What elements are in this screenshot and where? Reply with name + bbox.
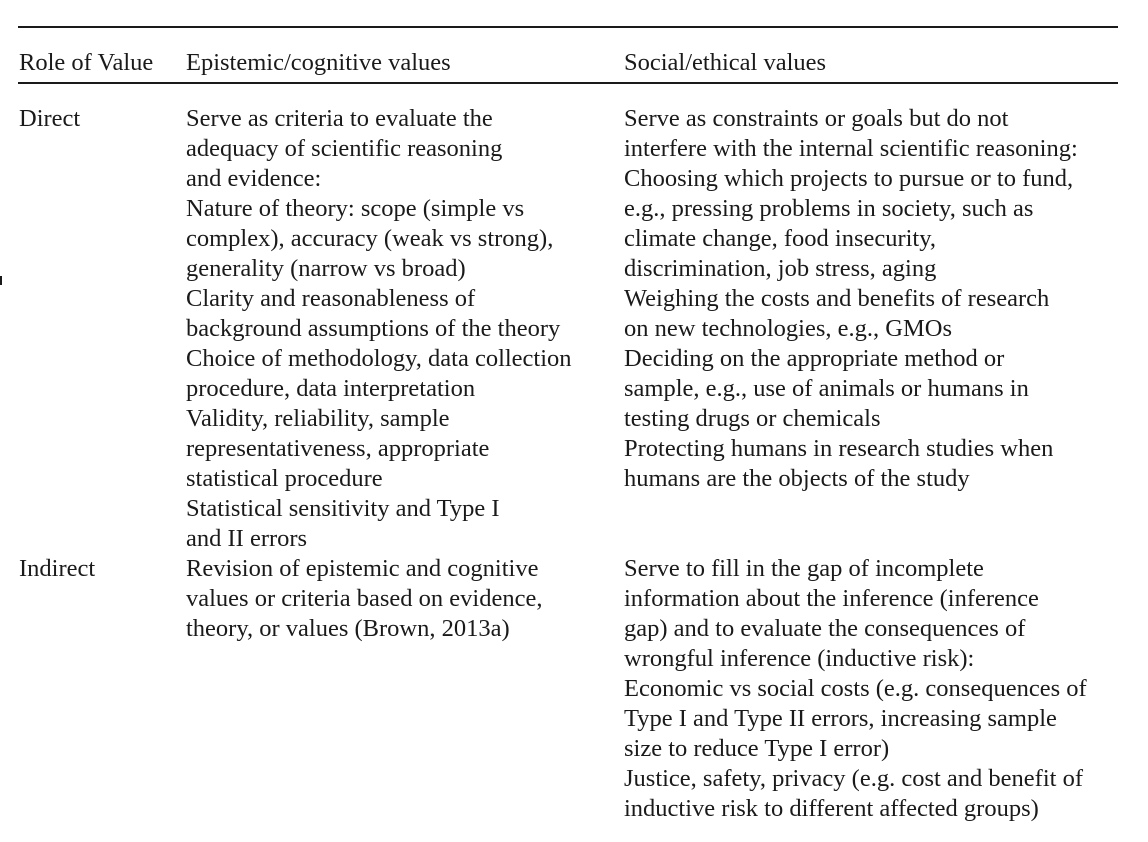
cell-line: generality (narrow vs broad)	[186, 255, 466, 282]
cell-line: interfere with the internal scientific reasoning:	[624, 135, 1078, 162]
cell-line: adequacy of scientific reasoning	[186, 135, 503, 162]
cell-line: Economic vs social costs (e.g. consequences of	[624, 675, 1087, 702]
cell-line: size to reduce Type I error)	[624, 735, 890, 762]
cell-line: and II errors	[186, 525, 308, 552]
cell-line: gap) and to evaluate the consequences of	[624, 615, 1026, 642]
header-epistemic-values: Epistemic/cognitive values	[186, 49, 451, 76]
cell-line: Choosing which projects to pursue or to fund,	[624, 165, 1074, 192]
cell-line: Type I and Type II errors, increasing sample	[624, 705, 1057, 732]
cell-line: representativeness, appropriate	[186, 435, 490, 462]
cell-line: Revision of epistemic and cognitive	[186, 555, 539, 582]
cell-line: Nature of theory: scope (simple vs	[186, 195, 525, 222]
cell-line: procedure, data interpretation	[186, 375, 476, 402]
row-direct-social-cell	[624, 104, 1078, 494]
row-direct-role: Direct	[19, 105, 81, 132]
cell-line: statistical procedure	[186, 465, 383, 492]
row-indirect-epistemic-cell	[186, 554, 542, 644]
cell-line: Choice of methodology, data collection	[186, 345, 572, 372]
cell-line: Serve as criteria to evaluate the	[186, 105, 493, 132]
row-indirect-role: Indirect	[19, 555, 96, 582]
margin-mark	[0, 276, 2, 285]
header-social-values: Social/ethical values	[624, 49, 827, 76]
row-direct-epistemic-cell	[186, 104, 572, 554]
cell-line: Serve to fill in the gap of incomplete	[624, 555, 984, 582]
cell-line: testing drugs or chemicals	[624, 405, 881, 432]
cell-line: information about the inference (inference	[624, 585, 1039, 612]
table-top-rule	[18, 26, 1118, 28]
cell-line: theory, or values (Brown, 2013a)	[186, 615, 510, 642]
cell-line: background assumptions of the theory	[186, 315, 561, 342]
cell-line: Serve as constraints or goals but do not	[624, 105, 1009, 132]
cell-line: Protecting humans in research studies when	[624, 435, 1054, 462]
header-role-of-value: Role of Value	[19, 49, 154, 76]
cell-line: inductive risk to different affected groups)	[624, 795, 1039, 822]
cell-line: sample, e.g., use of animals or humans in	[624, 375, 1029, 402]
row-indirect-social-cell	[624, 554, 1087, 824]
cell-line: Deciding on the appropriate method or	[624, 345, 1005, 372]
cell-line: and evidence:	[186, 165, 322, 192]
table-header-rule	[18, 82, 1118, 84]
cell-line: humans are the objects of the study	[624, 465, 970, 492]
cell-line: Statistical sensitivity and Type I	[186, 495, 500, 522]
cell-line: Weighing the costs and benefits of research	[624, 285, 1050, 312]
cell-line: Clarity and reasonableness of	[186, 285, 476, 312]
cell-line: values or criteria based on evidence,	[186, 585, 543, 612]
cell-line: wrongful inference (inductive risk):	[624, 645, 975, 672]
cell-line: Justice, safety, privacy (e.g. cost and benefit of	[624, 765, 1083, 792]
cell-line: climate change, food insecurity,	[624, 225, 937, 252]
cell-line: Validity, reliability, sample	[186, 405, 450, 432]
cell-line: discrimination, job stress, aging	[624, 255, 937, 282]
cell-line: on new technologies, e.g., GMOs	[624, 315, 952, 342]
cell-line: complex), accuracy (weak vs strong),	[186, 225, 554, 252]
cell-line: e.g., pressing problems in society, such as	[624, 195, 1034, 222]
